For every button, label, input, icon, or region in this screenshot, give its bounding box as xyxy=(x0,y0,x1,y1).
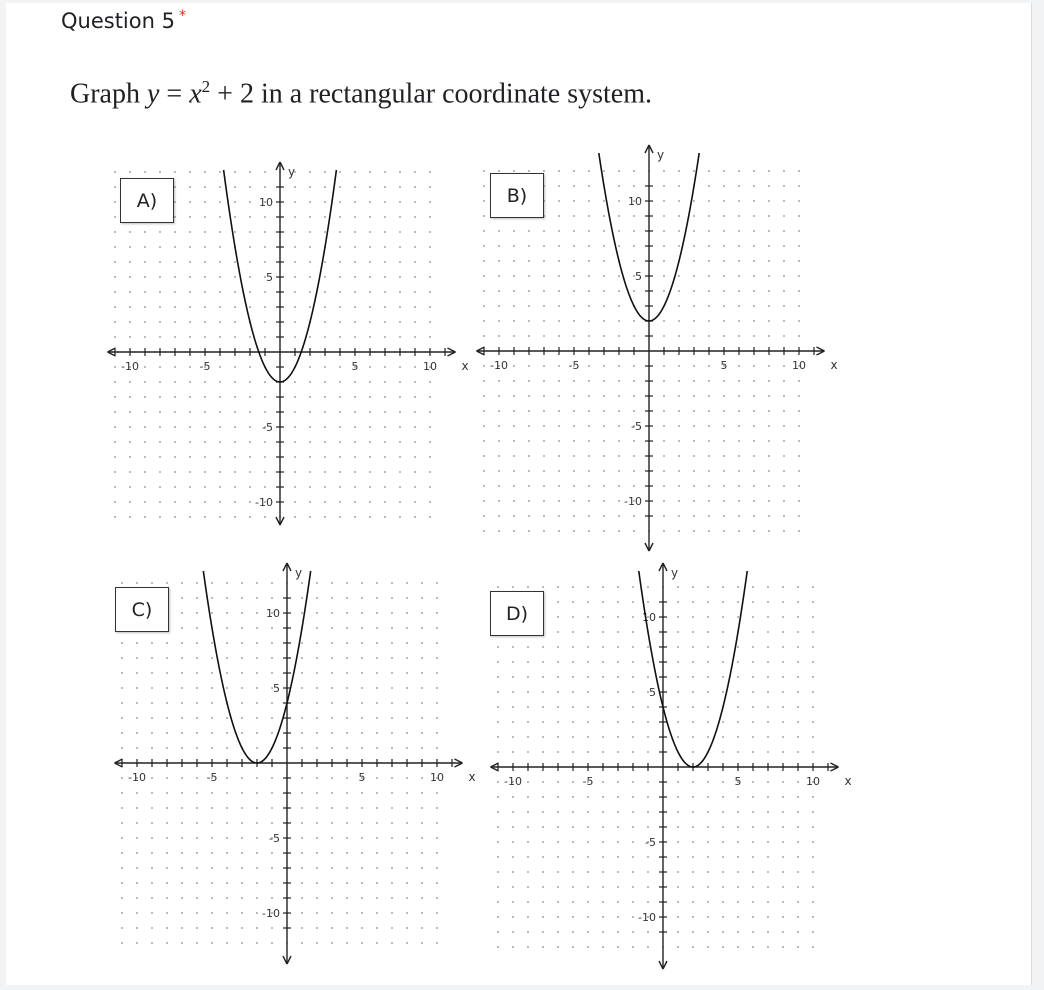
question-header xyxy=(61,8,186,33)
x-tick-label: 5 xyxy=(351,360,359,373)
y-tick-label: 5 xyxy=(266,271,273,284)
prompt-y: y xyxy=(146,78,160,110)
x-tick-label: 5 xyxy=(720,359,728,372)
required-asterisk: * xyxy=(178,8,186,24)
y-tick-label: 10 xyxy=(628,195,642,208)
x-tick-label: 5 xyxy=(734,775,742,788)
x-axis-label: x xyxy=(461,359,469,373)
x-tick-label: -5 xyxy=(582,775,594,788)
dot-grid xyxy=(114,171,431,518)
y-axis-label: y xyxy=(288,165,296,179)
question-prompt xyxy=(70,77,652,110)
y-tick-label: -5 xyxy=(269,832,280,845)
x-tick-label: -5 xyxy=(206,771,218,784)
y-tick-label: 10 xyxy=(266,607,280,620)
y-tick-label: -10 xyxy=(262,907,280,920)
x-axis-label: x xyxy=(468,770,476,784)
y-tick-label: 10 xyxy=(259,196,273,209)
x-tick-label: -10 xyxy=(504,775,522,788)
y-tick-label: -10 xyxy=(638,911,656,924)
option-d-label: D) xyxy=(490,591,544,636)
option-a-label: A) xyxy=(120,178,174,223)
y-tick-label: -10 xyxy=(624,495,642,508)
x-tick-label: -5 xyxy=(199,360,211,373)
prompt-tail: + 2 in a rectangular coordinate system. xyxy=(210,78,653,110)
y-tick-label: 10 xyxy=(642,611,656,624)
y-tick-label: -5 xyxy=(645,836,656,849)
y-tick-label: -10 xyxy=(255,496,273,509)
question-card xyxy=(6,3,1032,985)
x-tick-label: 10 xyxy=(792,359,806,372)
option-c-label: C) xyxy=(115,587,169,632)
y-axis-label: y xyxy=(671,566,679,580)
prompt-equals: = xyxy=(159,78,190,110)
y-tick-label: 5 xyxy=(635,270,642,283)
x-tick-label: -5 xyxy=(568,359,580,372)
x-axis-label: x xyxy=(844,774,852,788)
y-tick-label: -5 xyxy=(631,420,642,433)
prompt-exponent: 2 xyxy=(201,77,211,96)
x-tick-label: -10 xyxy=(128,771,146,784)
y-axis-label: y xyxy=(295,566,303,580)
x-axis-label: x xyxy=(830,358,838,372)
prompt-x: x xyxy=(189,78,202,110)
parabola-curve xyxy=(203,571,310,763)
y-tick-label: 5 xyxy=(649,686,656,699)
x-tick-label: -10 xyxy=(490,359,508,372)
option-b-label: B) xyxy=(490,173,544,218)
x-tick-label: 10 xyxy=(806,775,820,788)
y-tick-label: -5 xyxy=(262,421,273,434)
question-title: Question 5 xyxy=(61,9,175,33)
x-tick-label: 5 xyxy=(358,771,366,784)
prompt-prefix: Graph xyxy=(70,78,147,110)
y-axis-label: y xyxy=(657,148,665,162)
y-tick-label: 5 xyxy=(273,682,280,695)
x-tick-label: -10 xyxy=(121,360,139,373)
x-tick-label: 10 xyxy=(430,771,444,784)
x-tick-label: 10 xyxy=(423,360,437,373)
